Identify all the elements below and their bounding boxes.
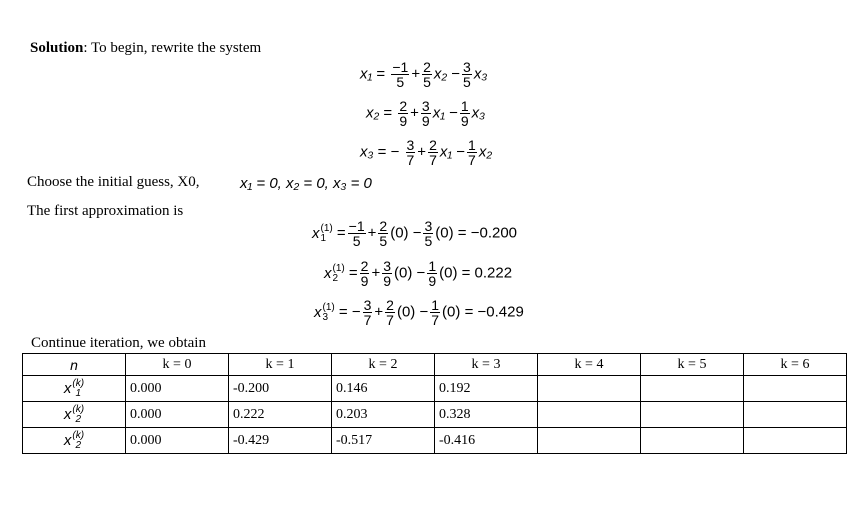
fraction: $\frac{1}{9}$ xyxy=(428,258,437,289)
fraction: $\frac{2}{9}$ xyxy=(360,258,369,289)
table-cell: -0.429 xyxy=(229,428,332,454)
row-variable: x (k) 2 xyxy=(23,402,126,428)
intro-text: : To begin, rewrite the system xyxy=(83,40,262,56)
fraction: $\frac{3}{7}$ xyxy=(406,137,415,168)
fraction: $\frac{2}{7}$ xyxy=(429,137,437,168)
table-row xyxy=(23,376,847,402)
table-cell: -0.517 xyxy=(332,428,435,454)
iterate-variable: x (1) 1 xyxy=(312,222,333,244)
table-header: k = 2 xyxy=(332,354,435,376)
fraction: $\frac{-1}{5}$ xyxy=(392,59,409,90)
solution-label: Solution xyxy=(30,40,84,56)
result-value: = −0.429 xyxy=(464,303,524,321)
table-cell: 0.000 xyxy=(126,376,229,402)
fraction: $\frac{1}{9}$ xyxy=(460,98,469,129)
fraction: $\frac{2}{9}$ xyxy=(399,98,408,129)
table-header: k = 6 xyxy=(744,354,847,376)
fraction: $\frac{3}{5}$ xyxy=(463,59,471,90)
table-cell: 0.222 xyxy=(229,402,332,428)
table-cell xyxy=(641,428,744,454)
fraction: $\frac{3}{9}$ xyxy=(421,98,430,129)
fraction: $\frac{3}{5}$ xyxy=(424,218,433,249)
result-value: = −0.200 xyxy=(457,224,518,242)
fraction: $\frac{3}{7}$ xyxy=(363,297,372,328)
first-approx-row-1: x (1) 1 = $\frac{-1}{5}$ + $\frac{2}{5}$ (0) − $\frac{3}{5}$ (0) = −0.200 xyxy=(312,218,518,249)
table-cell: 0.146 xyxy=(332,376,435,402)
system-equation-2: x₂ = $\frac{2}{9}$ + $\frac{3}{9}$ x₁ − $\frac{1}{9}$ x₃ xyxy=(366,98,486,129)
system-equation-1: x₁ = $\frac{-1}{5}$ + $\frac{2}{5}$ x₂ − $\frac{3}{5}$ x₃ xyxy=(360,59,488,90)
table-cell: 0.000 xyxy=(126,402,229,428)
system-equation-3: x₃ = − $\frac{3}{7}$ + $\frac{2}{7}$ x₁ − $\frac{1}{7}$ x₂ xyxy=(360,137,493,168)
table-cell: -0.416 xyxy=(435,428,538,454)
fraction: $\frac{1}{7}$ xyxy=(431,297,440,328)
first-approx-row-2: x (1) 2 = $\frac{2}{9}$ + $\frac{3}{9}$ (0) − $\frac{1}{9}$ (0) = 0.222 xyxy=(324,258,513,289)
table-header: k = 1 xyxy=(229,354,332,376)
table-cell: 0.000 xyxy=(126,428,229,454)
table-cell xyxy=(744,402,847,428)
iterate-variable: x (1) 3 xyxy=(314,301,335,323)
initial-guess-label: Choose the initial guess, X0, xyxy=(27,174,200,190)
intro-line xyxy=(30,40,261,57)
table-corner-cell: n xyxy=(23,354,126,376)
table-header: k = 4 xyxy=(538,354,641,376)
iteration-table xyxy=(22,353,847,454)
table-cell xyxy=(641,402,744,428)
table-cell: 0.192 xyxy=(435,376,538,402)
fraction: $\frac{1}{7}$ xyxy=(468,137,476,168)
table-cell xyxy=(641,376,744,402)
table-cell: 0.203 xyxy=(332,402,435,428)
table-header: k = 0 xyxy=(126,354,229,376)
table-cell: -0.200 xyxy=(229,376,332,402)
result-value: = 0.222 xyxy=(461,264,513,282)
table-cell xyxy=(538,402,641,428)
table-cell xyxy=(744,428,847,454)
continue-iteration-text: Continue iteration, we obtain xyxy=(31,335,206,351)
first-approximation-label: The first approximation is xyxy=(27,203,184,219)
fraction: $\frac{2}{5}$ xyxy=(423,59,431,90)
row-variable: x (k) 2 xyxy=(23,428,126,454)
table-cell xyxy=(538,428,641,454)
table-header-row xyxy=(23,354,847,376)
table-row xyxy=(23,402,847,428)
fraction: $\frac{2}{5}$ xyxy=(379,218,388,249)
fraction: $\frac{-1}{5}$ xyxy=(348,218,365,249)
initial-guess-values: x₁ = 0, x₂ = 0, x₃ = 0 xyxy=(240,175,372,192)
table-cell xyxy=(538,376,641,402)
first-approx-row-3: x (1) 3 = − $\frac{3}{7}$ + $\frac{2}{7}$ (0) − $\frac{1}{7}$ (0) = −0.429 xyxy=(314,297,524,328)
iterate-variable: x (1) 2 xyxy=(324,262,345,284)
table-cell xyxy=(744,376,847,402)
table-row xyxy=(23,428,847,454)
fraction: $\frac{2}{7}$ xyxy=(386,297,394,328)
table-cell: 0.328 xyxy=(435,402,538,428)
table-header: k = 5 xyxy=(641,354,744,376)
table-header: k = 3 xyxy=(435,354,538,376)
row-variable: x (k) 1 xyxy=(23,376,126,402)
fraction: $\frac{3}{9}$ xyxy=(383,258,392,289)
